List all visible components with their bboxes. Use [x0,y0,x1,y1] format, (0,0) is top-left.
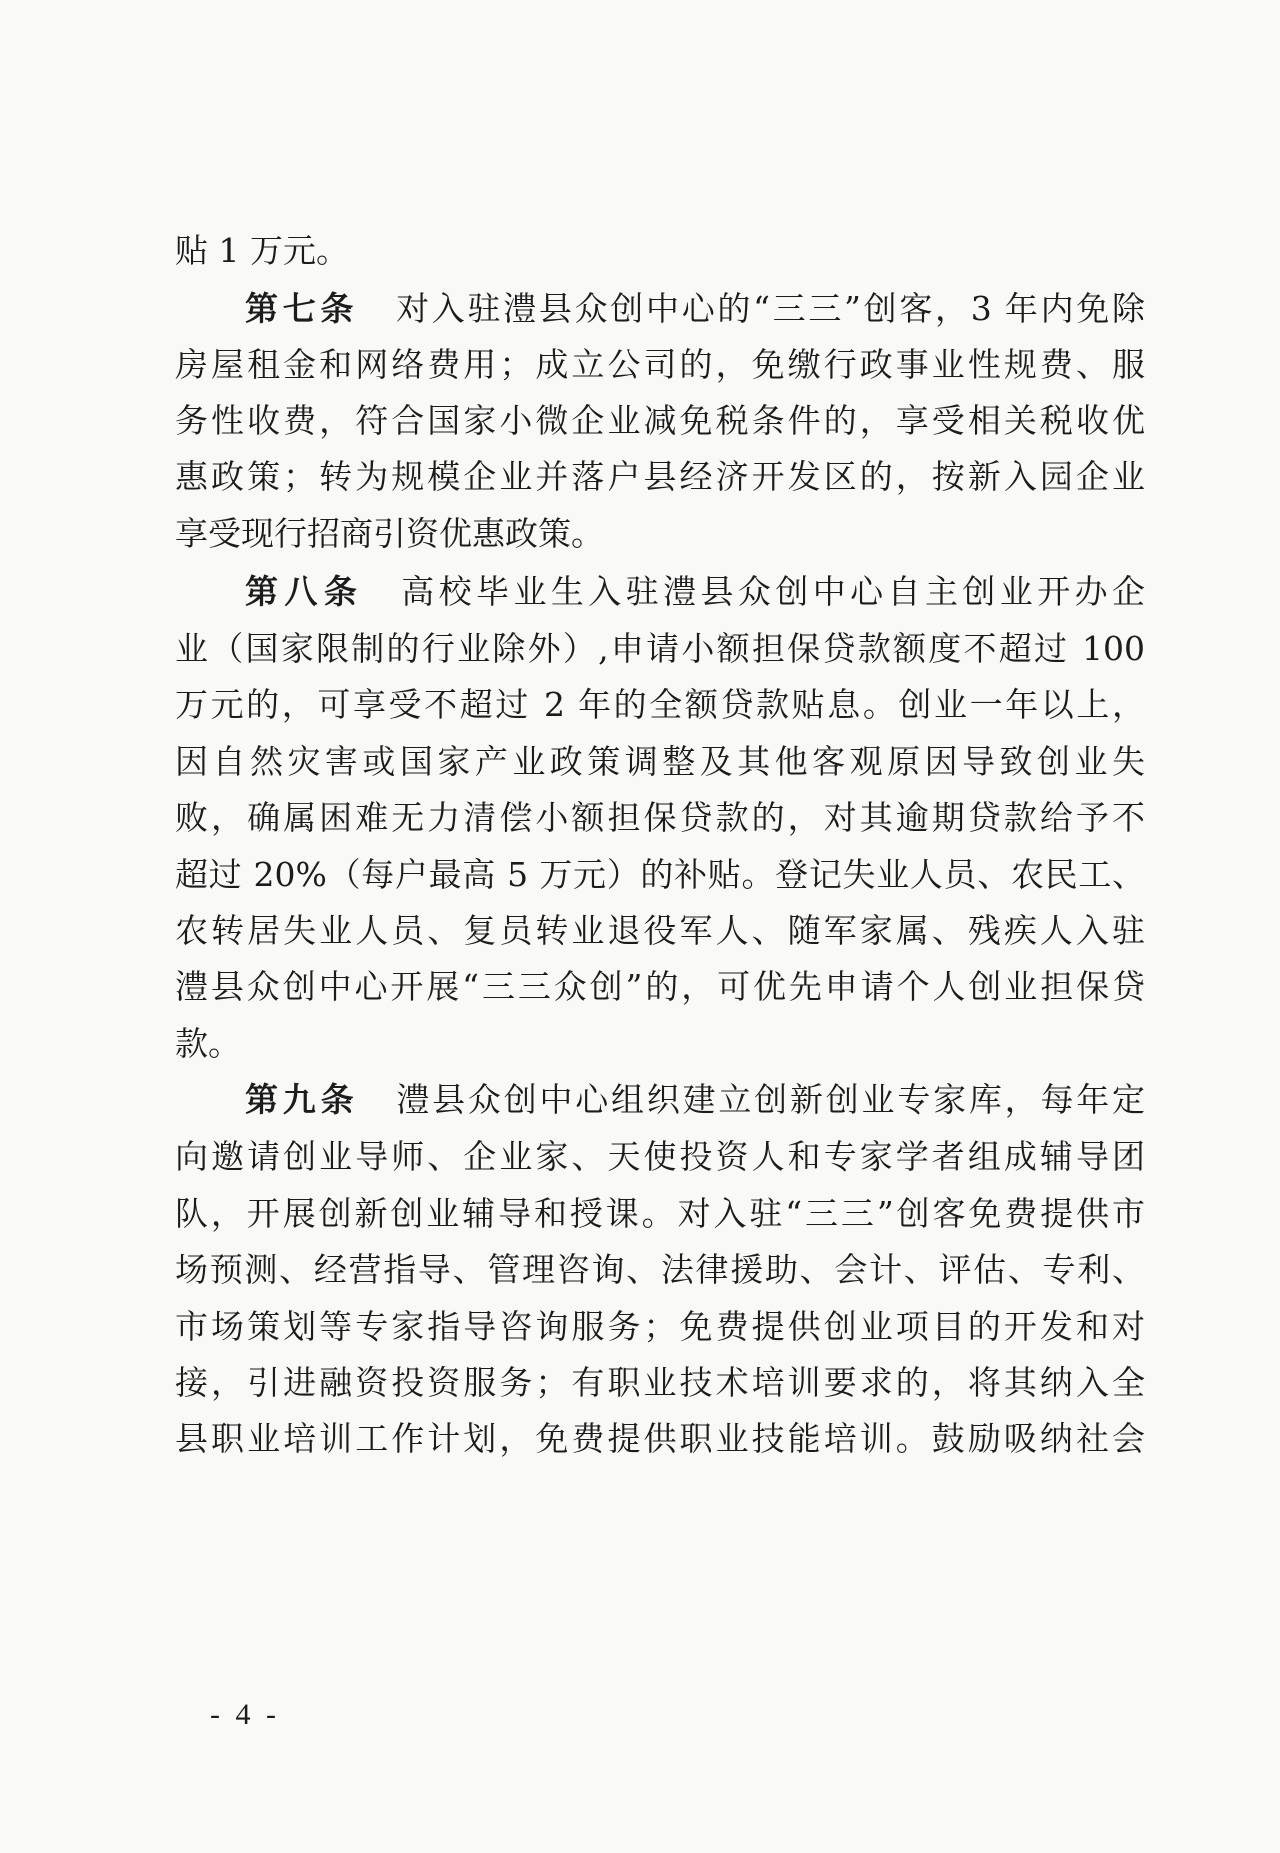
article-7-line-3: 务性收费，符合国家小微企业减免税条件的，享受相关税收优 [175,401,1145,440]
article-8-line-7: 农转居失业人员、复员转业退役军人、随军家属、残疾人入驻 [175,911,1145,950]
article-8-line-9: 款。 [175,1024,241,1063]
article-8-line-2: 业（国家限制的行业除外）,申请小额担保贷款额度不超过 100 [175,629,1145,668]
article-7-line-1: 对入驻澧县众创中心的“三三”创客，3 年内免除 [396,289,1146,328]
article-8-label: 第八条 [245,572,364,611]
article-8-line-5: 败，确属困难无力清偿小额担保贷款的，对其逾期贷款给予不 [175,798,1145,837]
article-7-line-5: 享受现行招商引资优惠政策。 [175,514,604,553]
article-8-line-3: 万元的，可享受不超过 2 年的全额贷款贴息。创业一年以上， [175,685,1145,724]
page-number: - 4 - [210,1698,280,1731]
article-8-line-4: 因自然灾害或国家产业政策调整及其他客观原因导致创业失 [175,742,1145,781]
article-9-line-4: 场预测、经营指导、管理咨询、法律援助、会计、评估、专利、 [175,1250,1145,1289]
article-9-first-line [245,1075,1145,1125]
continuation-line: 贴 1 万元。 [175,231,349,270]
article-9-label: 第九条 [245,1080,359,1119]
article-7-label: 第七条 [245,289,359,328]
article-7-line-4: 惠政策；转为规模企业并落户县经济开发区的，按新入园企业 [175,457,1145,496]
article-7-line-2: 房屋租金和网络费用；成立公司的，免缴行政事业性规费、服 [175,345,1145,384]
article-8-line-6: 超过 20%（每户最高 5 万元）的补贴。登记失业人员、农民工、 [175,855,1145,894]
article-9-line-7: 县职业培训工作计划，免费提供职业技能培训。鼓励吸纳社会 [175,1419,1145,1458]
article-9-line-2: 向邀请创业导师、企业家、天使投资人和专家学者组成辅导团 [175,1137,1145,1176]
article-9-line-5: 市场策划等专家指导咨询服务；免费提供创业项目的开发和对 [175,1307,1145,1346]
article-8-line-1: 高校毕业生入驻澧县众创中心自主创业开办企 [401,572,1146,611]
article-8-first-line [245,567,1145,617]
article-8-line-8: 澧县众创中心开展“三三众创”的，可优先申请个人创业担保贷 [175,967,1145,1006]
article-9-line-6: 接，引进融资投资服务；有职业技术培训要求的，将其纳入全 [175,1363,1145,1402]
article-9-line-1: 澧县众创中心组织建立创新创业专家库，每年定 [396,1080,1146,1119]
article-9-line-3: 队，开展创新创业辅导和授课。对入驻“三三”创客免费提供市 [175,1194,1145,1233]
article-7-first-line [245,284,1145,334]
